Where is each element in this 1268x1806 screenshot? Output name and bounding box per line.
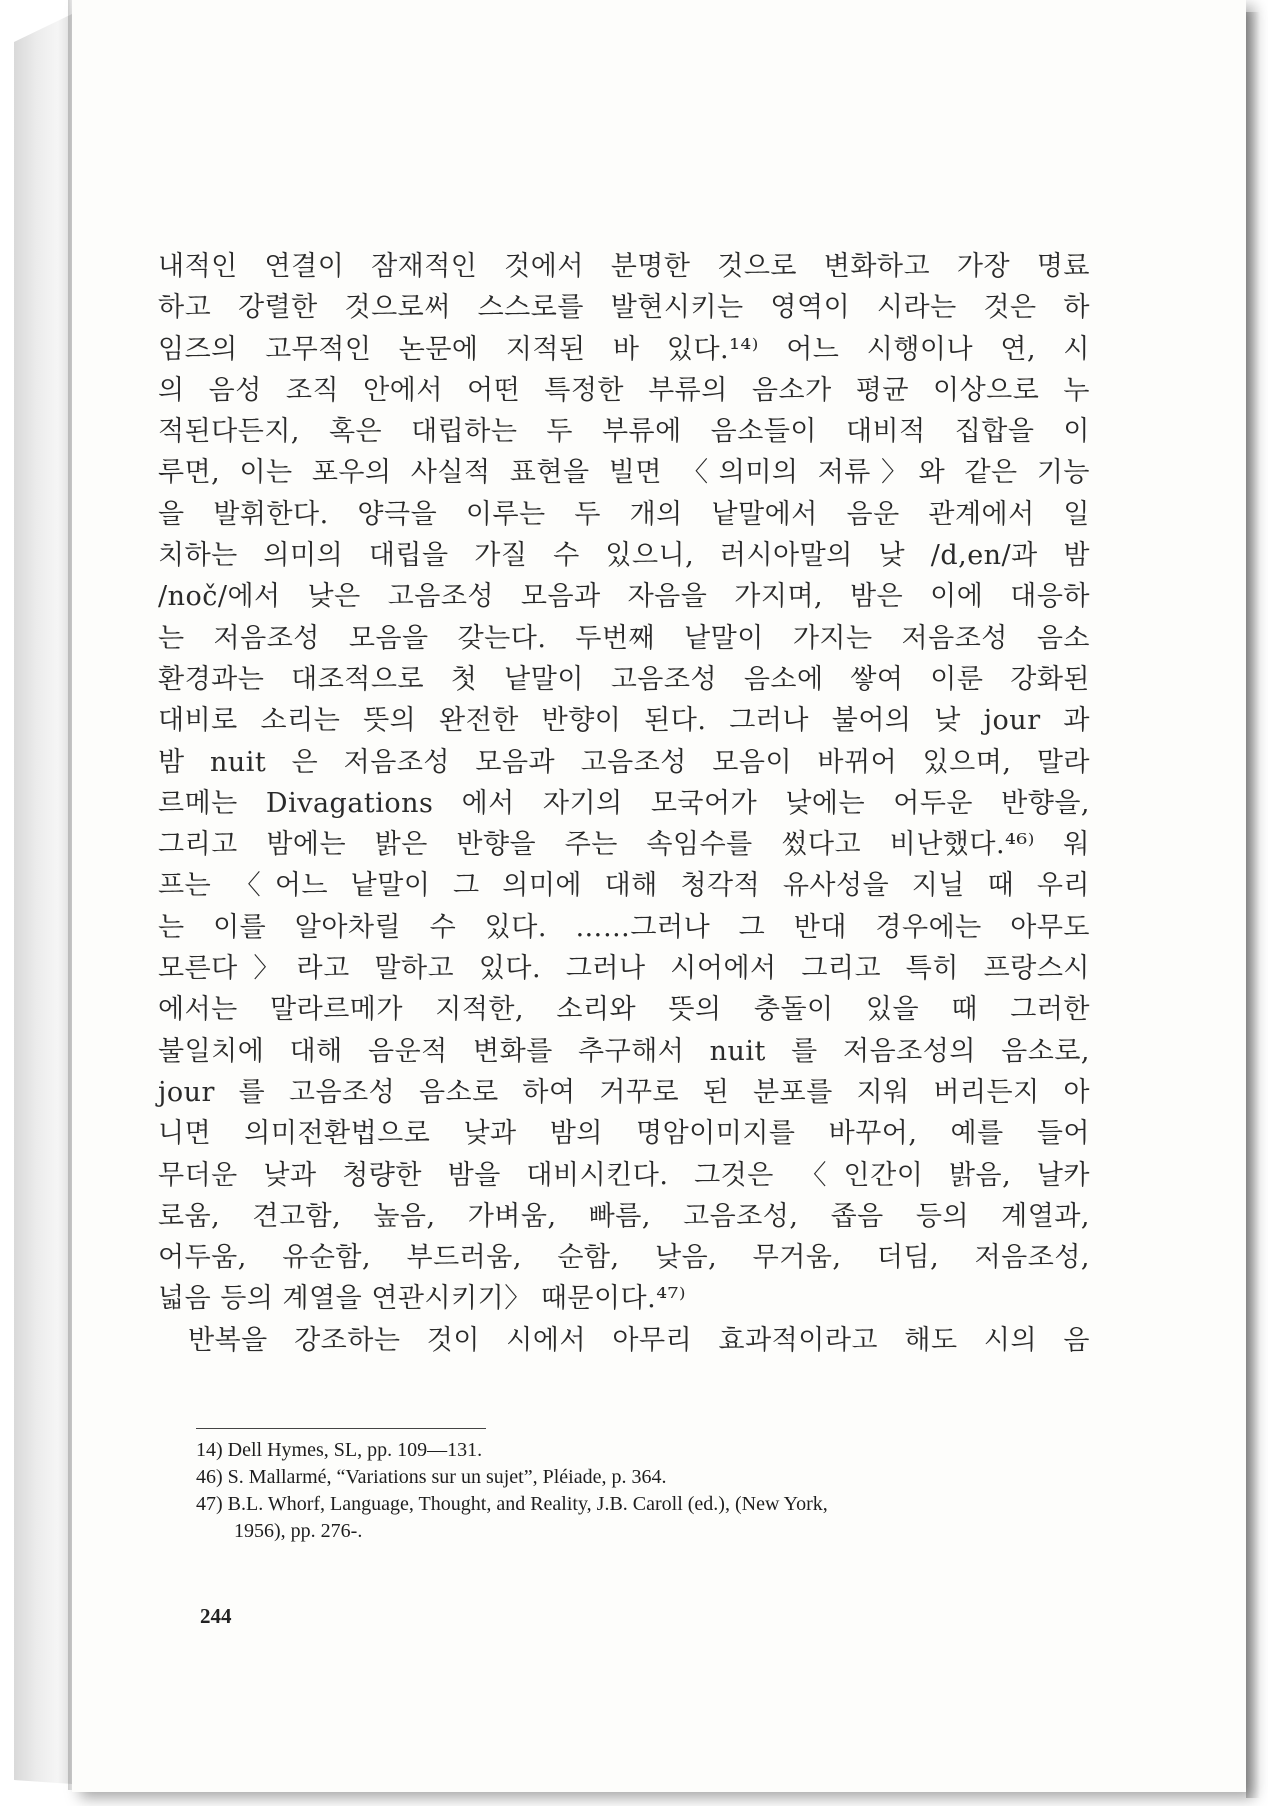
footnote-continuation: 1956), pp. 276-. (234, 1520, 363, 1542)
text-line: 밤 nuit 은 저음조성 모음과 고음조성 모음이 바뀌어 있으며, 말라 (158, 746, 1090, 778)
text-line: 는 저음조성 모음을 갖는다. 두번째 낱말이 가지는 저음조성 음소 (158, 622, 1090, 654)
text-line: 적된다든지, 혹은 대립하는 두 부류에 음소들이 대비적 집합을 이 (158, 416, 1090, 448)
text-line: 의 음성 조직 안에서 어떤 특정한 부류의 음소가 평균 이상으로 누 (158, 374, 1090, 406)
text-line: 반복을 강조하는 것이 시에서 아무리 효과적이라고 해도 시의 음 (188, 1324, 1090, 1356)
text-line: 임즈의 고무적인 논문에 지적된 바 있다.¹⁴⁾ 어느 시행이나 연, 시 (158, 333, 1090, 365)
footnotes (196, 1437, 1096, 1545)
text-line: 대비로 소리는 뜻의 완전한 반향이 된다. 그러나 불어의 낮 jour 과 (158, 705, 1090, 737)
text-line: 넓음 등의 계열을 연관시키기〉 때문이다.⁴⁷⁾ (158, 1283, 687, 1315)
text-line: 루면, 이는 포우의 사실적 표현을 빌면 〈의미의 저류〉와 같은 기능 (158, 457, 1090, 489)
book-edge (14, 14, 72, 1784)
body-text (158, 246, 1090, 1361)
footnote: 47) B.L. Whorf, Language, Thought, and Reality, J.B. Caroll (ed.), (New York, (196, 1493, 828, 1515)
page-number: 244 (200, 1604, 232, 1628)
text-line: 프는 〈어느 낱말이 그 의미에 대해 청각적 유사성을 지닐 때 우리 (158, 870, 1090, 902)
text-line: 니면 의미전환법으로 낮과 밤의 명암이미지를 바꾸어, 예를 들어 (158, 1118, 1090, 1150)
text-line: /noč/에서 낮은 고음조성 모음과 자음을 가지며, 밤은 이에 대응하 (158, 581, 1090, 613)
footnote-rule (196, 1428, 486, 1429)
text-line: 환경과는 대조적으로 첫 낱말이 고음조성 음소에 쌓여 이룬 강화된 (158, 663, 1090, 695)
text-line: 그리고 밤에는 밝은 반향을 주는 속임수를 썼다고 비난했다.⁴⁶⁾ 워 (158, 829, 1090, 861)
text-line: 내적인 연결이 잠재적인 것에서 분명한 것으로 변화하고 가장 명료 (158, 251, 1090, 282)
footnote: 14) Dell Hymes, SL, pp. 109—131. (196, 1439, 483, 1461)
text-line: jour 를 고음조성 음소로 하여 거꾸로 된 분포를 지워 버리든지 아 (158, 1076, 1090, 1108)
text-line: 는 이를 알아차릴 수 있다. ……그러나 그 반대 경우에는 아무도 (158, 911, 1090, 943)
text-line: 무더운 낮과 청량한 밤을 대비시킨다. 그것은 〈인간이 밝음, 날카 (158, 1159, 1090, 1191)
text-line: 을 발휘한다. 양극을 이루는 두 개의 낱말에서 음운 관계에서 일 (158, 498, 1090, 530)
text-line: 불일치에 대해 음운적 변화를 추구해서 nuit 를 저음조성의 음소로, (158, 1035, 1090, 1067)
text-line: 르메는 Divagations 에서 자기의 모국어가 낮에는 어두운 반향을, (158, 787, 1090, 819)
text-line: 로움, 견고함, 높음, 가벼움, 빠름, 고음조성, 좁음 등의 계열과, (158, 1200, 1090, 1232)
text-line: 어두움, 유순함, 부드러움, 순함, 낮음, 무거움, 더딤, 저음조성, (158, 1242, 1090, 1274)
text-line: 치하는 의미의 대립을 가질 수 있으니, 러시아말의 낮 /d,en/과 밤 (158, 540, 1090, 572)
text-line: 모른다〉라고 말하고 있다. 그러나 시어에서 그리고 특히 프랑스시 (158, 953, 1090, 985)
footnote: 46) S. Mallarmé, “Variations sur un sujet”, Pléiade, p. 364. (196, 1466, 667, 1488)
text-line: 하고 강렬한 것으로써 스스로를 발현시키는 영역이 시라는 것은 하 (158, 292, 1090, 324)
page-shadow (1246, 12, 1260, 1798)
text-line: 에서는 말라르메가 지적한, 소리와 뜻의 충돌이 있을 때 그러한 (158, 994, 1090, 1026)
